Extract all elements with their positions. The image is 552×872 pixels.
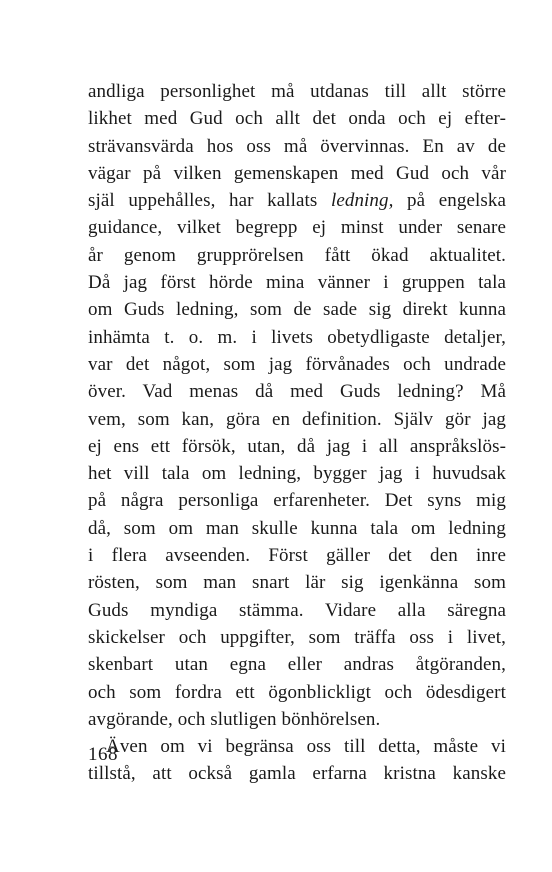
text-line	[88, 706, 506, 733]
body-text	[88, 78, 506, 788]
text-line	[88, 624, 506, 651]
text-line	[88, 679, 506, 706]
text-line	[88, 597, 506, 624]
text-line-segment: het vill tala om ledning, bygger jag i huvudsak	[88, 463, 506, 485]
page-number: 168	[88, 744, 118, 765]
text-line-segment: år genom grupprörelsen fått ökad aktualitet.	[88, 244, 506, 266]
text-line-segment: Även om vi begränsa oss till detta, måste vi	[106, 736, 506, 758]
text-line-segment: Då jag först hörde mina vänner i gruppen tala	[88, 272, 506, 294]
text-line-segment: då, som om man skulle kunna tala om ledning	[88, 517, 506, 539]
text-line	[88, 242, 506, 269]
text-line	[88, 460, 506, 487]
text-line	[88, 105, 506, 132]
text-line	[88, 569, 506, 596]
text-line-segment: avgörande, och slutligen bönhörelsen.	[88, 708, 381, 730]
text-line	[88, 433, 506, 460]
text-line-segment: rösten, som man snart lär sig igenkänna som	[88, 572, 506, 594]
emphasized-term: ledning,	[330, 190, 394, 212]
text-line-segment: skickelser och uppgifter, som träffa oss i livet,	[88, 626, 506, 648]
text-line-segment: skenbart utan egna eller andras åtgöranden,	[88, 654, 506, 676]
text-line	[88, 487, 506, 514]
text-line	[88, 133, 506, 160]
text-line	[88, 651, 506, 678]
text-line-segment: inhämta t. o. m. i livets obetydligaste detaljer,	[88, 326, 506, 348]
text-line	[88, 160, 506, 187]
text-line-segment: strävansvärda hos oss må övervinnas. En av de	[88, 135, 506, 157]
text-line-segment: vem, som kan, göra en definition. Själv gör jag	[88, 408, 506, 430]
text-line	[88, 214, 506, 241]
text-line-segment: likhet med Gud och allt det onda och ej efter-	[88, 108, 506, 130]
text-line	[88, 324, 506, 351]
text-line	[88, 542, 506, 569]
text-line-segment: guidance, vilket begrepp ej minst under senare	[88, 217, 506, 239]
text-line	[88, 78, 506, 105]
text-line-segment: i flera avseenden. Först gäller det den inre	[88, 545, 506, 567]
text-line	[88, 733, 506, 760]
text-line-segment: andliga personlighet må utdanas till allt större	[88, 81, 506, 102]
text-line	[88, 515, 506, 542]
text-line-segment: på engelska	[393, 190, 506, 212]
text-line-segment: Guds myndiga stämma. Vidare alla säregna	[88, 599, 506, 621]
text-line-segment: vägar på vilken gemenskapen med Gud och vår	[88, 162, 506, 184]
text-line-segment: och som fordra ett ögonblickligt och ödesdigert	[88, 681, 506, 703]
text-line	[88, 406, 506, 433]
text-line	[88, 378, 506, 405]
text-line-segment: över. Vad menas då med Guds ledning? Må	[88, 381, 506, 403]
text-line-segment: var det något, som jag förvånades och undrade	[88, 353, 506, 375]
text-line-segment: på några personliga erfarenheter. Det syns mig	[88, 490, 506, 512]
text-line-segment: själ uppehålles, har kallats	[88, 190, 331, 212]
text-line-segment: om Guds ledning, som de sade sig direkt kunna	[88, 299, 506, 321]
text-line	[88, 269, 506, 296]
text-line-segment: tillstå, att också gamla erfarna kristna kanske	[88, 763, 506, 785]
text-line	[88, 760, 506, 787]
text-line	[88, 351, 506, 378]
text-line	[88, 187, 506, 214]
text-line-segment: ej ens ett försök, utan, då jag i all anspråkslös-	[88, 435, 506, 457]
text-line	[88, 296, 506, 323]
